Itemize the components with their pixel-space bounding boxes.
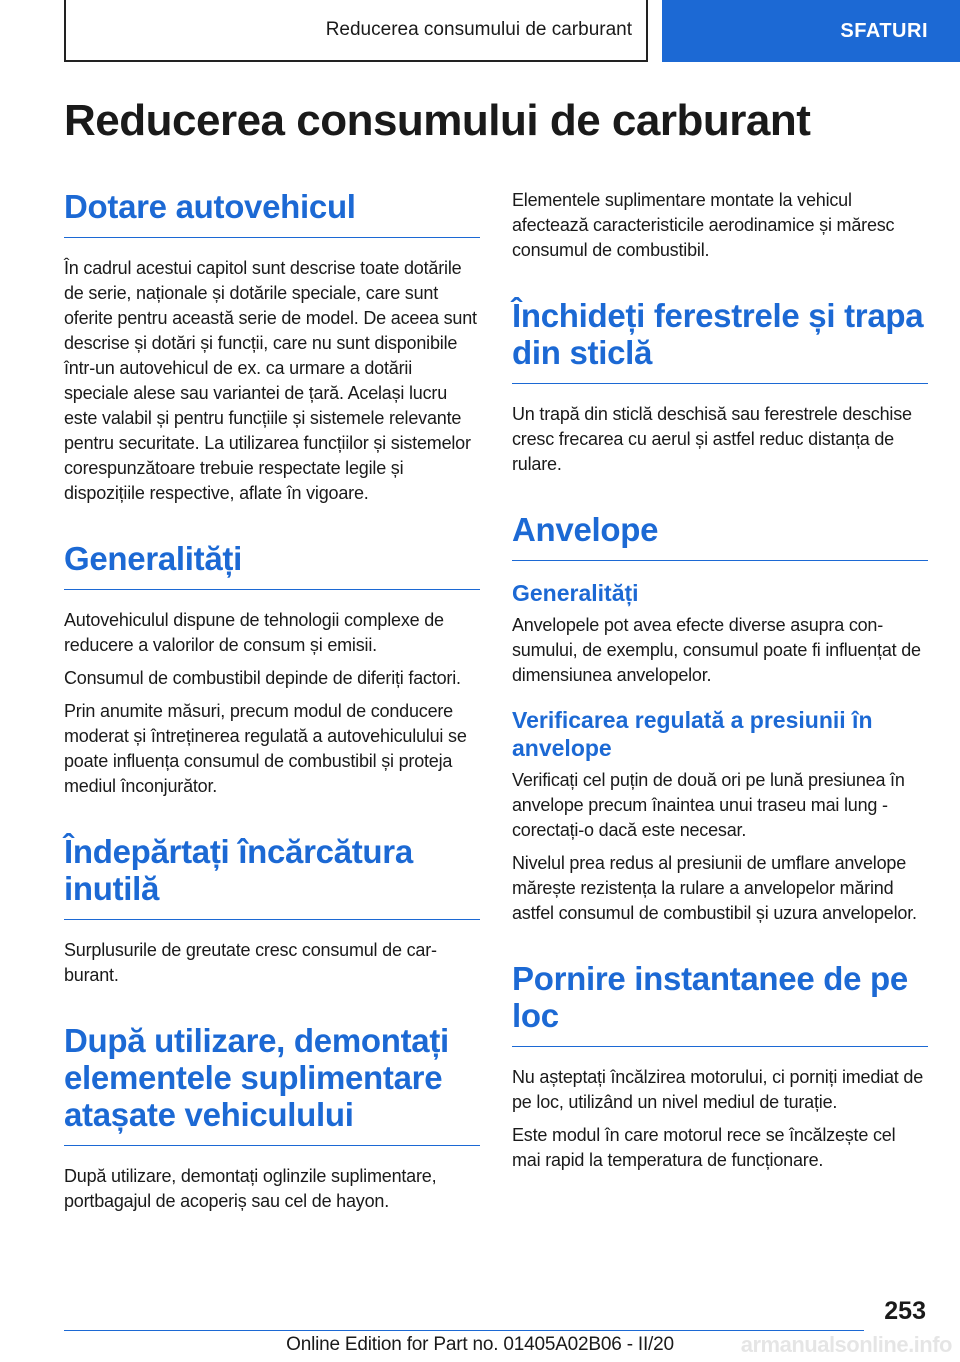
section-tab <box>662 0 960 62</box>
paragraph: Un trapă din sticlă deschisă sau ferestrele deschise cresc frecarea cu aerul și astfel reduc distanța de rulare. <box>512 404 912 474</box>
paragraph: Elementele suplimentare montate la vehicul afectează caracteristicile aerodinamice și măresc consumul de combustibil. <box>512 190 895 260</box>
paragraph: Nu așteptați încălzirea motorului, ci porniți imediat de pe loc, utilizând un nivel mediul de turație. <box>512 1067 924 1112</box>
heading-dupa-utilizare: După utilizare, demontați elementele suplimentare atașate vehiculului <box>64 1022 480 1146</box>
chapter-title: Reducerea consumului de carburant <box>325 19 632 40</box>
footer-divider <box>64 1330 864 1331</box>
section-tab-label: SFATURI <box>840 19 928 42</box>
paragraph: Prin anumite măsuri, precum modul de conducere moderat și întreținerea regulată a autovehiculului se poate influența consumul de combustibil și proteja mediul înconjurător. <box>64 701 467 796</box>
paragraph: Autovehiculul dispune de tehnologii complexe de reducere a valorilor de consum și emisii. <box>64 610 444 655</box>
right-column <box>512 188 928 1173</box>
heading-inchideti-ferestrele: Închideți ferestrele și trapa din sticlă <box>512 297 928 384</box>
heading-dotare-autovehicul: Dotare autovehicul <box>64 188 480 238</box>
watermark: armanualsonline.info <box>740 1332 952 1357</box>
subheading-generalitati: Generalități <box>512 580 639 606</box>
paragraph: Verificați cel puțin de două ori pe lună presiunea în anvelope precum înaintea unui traseu mai lung - corectați-o dacă este necesar. <box>512 770 905 840</box>
paragraph: Consumul de combustibil depinde de diferiți factori. <box>64 668 461 688</box>
heading-indepartati-incarcatura: Îndepărtați încărcătura inutilă <box>64 833 480 920</box>
paragraph: După utilizare, demontați oglinzile suplimentare, portbagajul de acoperiș sau cel de hayon. <box>64 1166 437 1211</box>
left-column <box>64 188 480 1214</box>
paragraph: Nivelul prea redus al presiunii de umflare anvelope mărește rezistența la rulare a anvelopelor mărind astfel consumul de combustibil și uzura anvelopelor. <box>512 853 917 923</box>
running-header <box>64 0 648 62</box>
paragraph: În cadrul acestui capitol sunt descrise toate dotările de serie, naționale și dotările speciale, care sunt oferite pentru această serie de model. De aceea sunt descrise și dotări și funcții, care nu sunt disponibile într-un autovehicul de ex. ca urmare a dotării speciale alese sau variantei de țară. Același lucru este valabil și pentru funcțiile și sistemele relevante pentru securitate. La utilizarea funcțiilor și sistemelor corespunzătoare trebuie respectate legile și dispozițiile respective, aflate în vigoare. <box>64 258 477 503</box>
page-title: Reducerea consumului de carburant <box>64 96 811 145</box>
heading-anvelope: Anvelope <box>512 511 928 561</box>
heading-generalitati: Generalități <box>64 540 480 590</box>
page-number: 253 <box>884 1297 926 1325</box>
heading-pornire-instantanee: Pornire instantanee de pe loc <box>512 960 928 1047</box>
paragraph: Anvelopele pot avea efecte diverse asupra consumului, de exemplu, consumul poate fi influențat de dimensiunea anvelopelor. <box>512 615 921 685</box>
paragraph: Este modul în care motorul rece se încălzește cel mai rapid la temperatura de funcționare. <box>512 1125 896 1170</box>
paragraph: Surplusurile de greutate cresc consumul de carburant. <box>64 940 437 985</box>
edition-footer: Online Edition for Part no. 01405A02B06 - II/20 <box>286 1334 674 1355</box>
subheading-verificarea-presiunii: Verificarea regulată a presiunii în anvelope <box>512 707 873 761</box>
